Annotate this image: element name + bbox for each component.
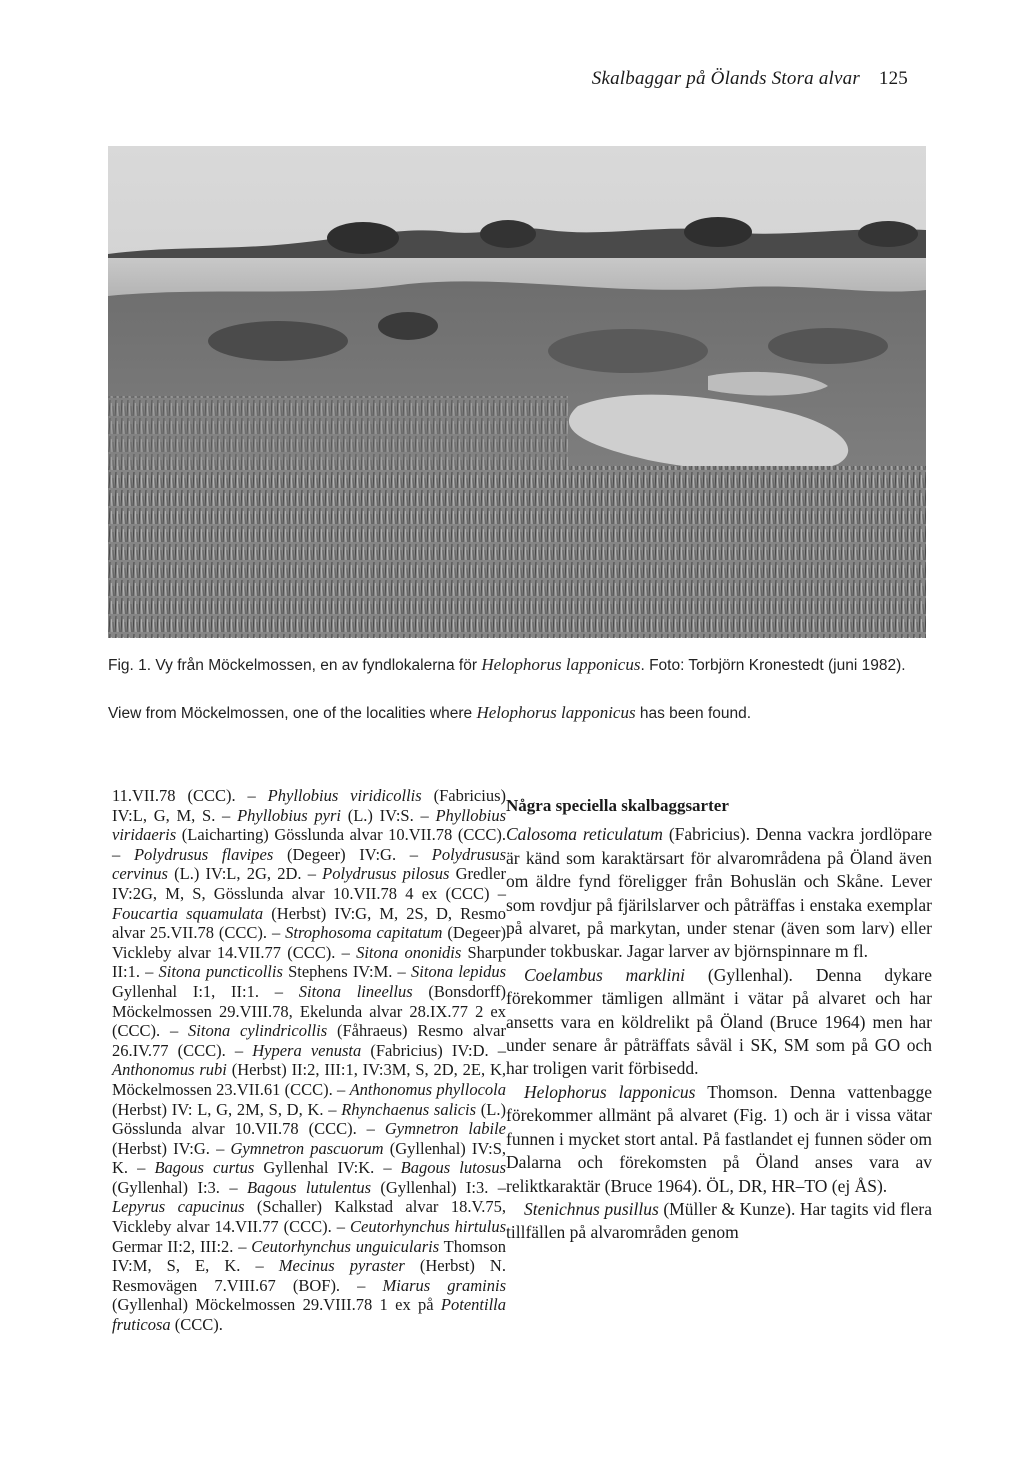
record-text: (Herbst) II:2, III:1, IV:3M, S, 2D, 2E, K, Möckelmossen 23.VII.61 (CCC). –	[112, 1060, 506, 1099]
species-record-paragraph	[112, 786, 506, 1335]
running-title: Skalbaggar på Ölands Stora alvar	[591, 68, 860, 89]
species-name: Phyllobius viridaeris	[112, 805, 507, 845]
record-text: (Müller & Kunze). Har tagits vid flera tillfällen på alvarområden genom	[506, 1198, 932, 1243]
species-name: Potentilla fruticosa	[112, 1295, 506, 1335]
figure-caption-english	[108, 702, 928, 725]
record-text: (Herbst) IV:G. –	[112, 1138, 231, 1158]
species-name: Polydrusus pilosus	[322, 864, 450, 884]
record-text: (Degeer) Vickleby alvar 14.VII.77 (CCC). –	[112, 923, 507, 962]
section-heading: Några speciella skalbaggsarter	[506, 796, 729, 815]
species-name: Sitona ononidis	[356, 942, 462, 962]
record-text: (Gyllenhal) I:3. –	[371, 1177, 506, 1197]
running-header	[592, 68, 908, 90]
record-text: (Fabricius) IV:L, G, M, S. –	[112, 786, 506, 825]
species-name: Mecinus pyraster	[278, 1256, 405, 1276]
species-name: Hypera venusta	[252, 1040, 362, 1060]
species-name: Gymnetron pascuorum	[230, 1138, 384, 1158]
species-name: Phyllobius viridicollis	[267, 786, 422, 805]
species-name: Ceutorhynchus hirtulus	[350, 1217, 506, 1237]
caption-en-text-end: has been found.	[635, 705, 752, 722]
species-name: Bagous curtus	[154, 1158, 255, 1178]
record-text: (Herbst) N. Resmovägen 7.VIII.67 (BOF). –	[112, 1256, 506, 1295]
species-name: Lepyrus capucinus	[112, 1197, 245, 1217]
species-name: Rhynchaenus salicis	[341, 1099, 477, 1119]
species-name: Sitona cylindricollis	[188, 1021, 328, 1041]
caption-en-species: Helophorus lapponicus	[476, 703, 636, 722]
figure-caption-swedish	[108, 654, 928, 677]
species-name: Calosoma reticulatum	[506, 824, 663, 845]
species-name: Strophosoma capitatum	[285, 923, 443, 943]
species-name: Foucartia squamulata	[112, 903, 264, 923]
record-text: (L.) IV:L, 2G, 2D. –	[167, 864, 323, 884]
record-text: (Bonsdorff) Möckelmossen 29.VIII.78, Ekelunda alvar 28.IX.77 2 ex (CCC). –	[112, 981, 506, 1041]
species-note-paragraph	[506, 823, 932, 963]
species-name: Sitona lepidus	[410, 962, 506, 982]
right-column-text	[506, 786, 932, 1245]
species-name: Polydrusus flavipes	[133, 844, 274, 864]
species-name: Helophorus lapponicus	[524, 1081, 696, 1102]
species-name: Miarus graminis	[382, 1275, 506, 1295]
caption-sv-species: Helophorus lapponicus	[481, 655, 641, 674]
record-text: (Gyllenhal) Möckelmossen 29.VIII.78 1 ex på	[112, 1295, 441, 1315]
record-text: Stephens IV:M. –	[282, 962, 411, 982]
record-text: (Herbst) IV: L, G, 2M, S, D, K. –	[112, 1099, 342, 1119]
record-text: Germar II:2, III:2. –	[112, 1236, 252, 1256]
record-text: (Herbst) IV:G, M, 2S, D, Resmo alvar 25.VII.78 (CCC). –	[112, 903, 506, 943]
record-text: (L.) IV:S. –	[340, 805, 436, 825]
record-text: (Gyllenhal). Denna dykare förekommer tämligen allmänt i vätar på alvaret och har ansetts vara en köldrelikt på Öland (Bruce 1964) men har under senare år påträffats såväl i SK, SM som på GO och har troligen varit förbisedd.	[506, 964, 932, 1079]
species-name: Sitona puncticollis	[158, 962, 283, 982]
species-note-paragraph	[506, 1081, 932, 1198]
record-text: Gredler IV:2G, M, S, Gösslunda alvar 10.VII.78 4 ex (CCC) –	[112, 864, 507, 903]
record-text: (Degeer) IV:G. –	[273, 844, 432, 864]
record-text: (Schaller) Kalkstad alvar 18.V.75, Vickleby alvar 14.VII.77 (CCC). –	[112, 1197, 506, 1237]
record-text: (Gyllenhal) I:3. –	[112, 1177, 247, 1197]
wetland-landscape-illustration	[108, 146, 926, 638]
species-name: Stenichnus pusillus	[524, 1198, 659, 1219]
record-text: (Fåhraeus) Resmo alvar 26.IV.77 (CCC). –	[112, 1021, 506, 1060]
record-text: Sharp II:1. –	[112, 942, 506, 982]
record-text: (L.) Gösslunda alvar 10.VII.78 (CCC). –	[112, 1099, 506, 1139]
caption-sv-text: Fig. 1. Vy från Möckelmossen, en av fyndlokalerna för	[108, 657, 482, 674]
record-text: (Gyllenhal) IV:S, K. –	[112, 1138, 507, 1178]
species-name: Bagous lutulentus	[247, 1177, 371, 1197]
record-text: (CCC).	[170, 1315, 223, 1335]
caption-sv-text-end: . Foto: Torbjörn Kronestedt (juni 1982).	[640, 657, 906, 674]
record-text: Gyllenhal I:1, II:1. –	[112, 981, 299, 1001]
species-name: Gymnetron labile	[384, 1119, 506, 1139]
species-name: Ceutorhynchus unguicularis	[251, 1236, 440, 1256]
record-text: Gyllenhal IV:K. –	[254, 1158, 401, 1178]
record-text: (Fabricius) IV:D. –	[361, 1040, 507, 1060]
page-number: 125	[878, 68, 908, 89]
species-note-paragraph	[506, 1198, 932, 1245]
species-name: Coelambus marklini	[524, 964, 685, 985]
record-text: 11.VII.78 (CCC). –	[112, 786, 268, 805]
record-text: Thomson. Denna vattenbagge förekommer allmänt på alvaret (Fig. 1) och är i vissa vätar funnen i mycket stort antal. På fastlandet ej funnen söder om Dalarna och förekomsten på Öland anses vara av reliktkaraktär (Bruce 1964). ÖL, DR, HR–TO (ej ÅS).	[506, 1081, 932, 1196]
species-name: Phyllobius pyri	[237, 805, 341, 825]
species-notes	[506, 823, 932, 1244]
record-text: (Laicharting) Gösslunda alvar 10.VII.78 (CCC). –	[112, 825, 506, 864]
species-name: Anthonomus phyllocola	[349, 1079, 506, 1099]
left-column-species-list	[112, 786, 506, 1335]
species-name: Sitona lineellus	[298, 981, 413, 1001]
record-text: (Fabricius). Denna vackra jordlöpare är känd som karaktärsart för alvarområdena på Öland även om äldre fynd föreligger från Bohuslän och Skåne. Lever som rovdjur på fjärilslarver och påträffas i enstaka exemplar på alvaret, på markytan, under stenar (även som larv) eller under tokbuskar. Jagar larver av björnspinnare m fl.	[506, 824, 932, 962]
record-text: Thomson IV:M, S, E, K. –	[112, 1236, 506, 1276]
species-name: Polydrusus cervinus	[112, 844, 507, 884]
figure-photo-wetland	[108, 146, 926, 638]
species-note-paragraph	[506, 964, 932, 1081]
species-name: Bagous lutosus	[400, 1158, 507, 1178]
species-name: Anthonomus rubi	[112, 1060, 227, 1080]
caption-en-text: View from Möckelmossen, one of the localities where	[108, 705, 477, 722]
